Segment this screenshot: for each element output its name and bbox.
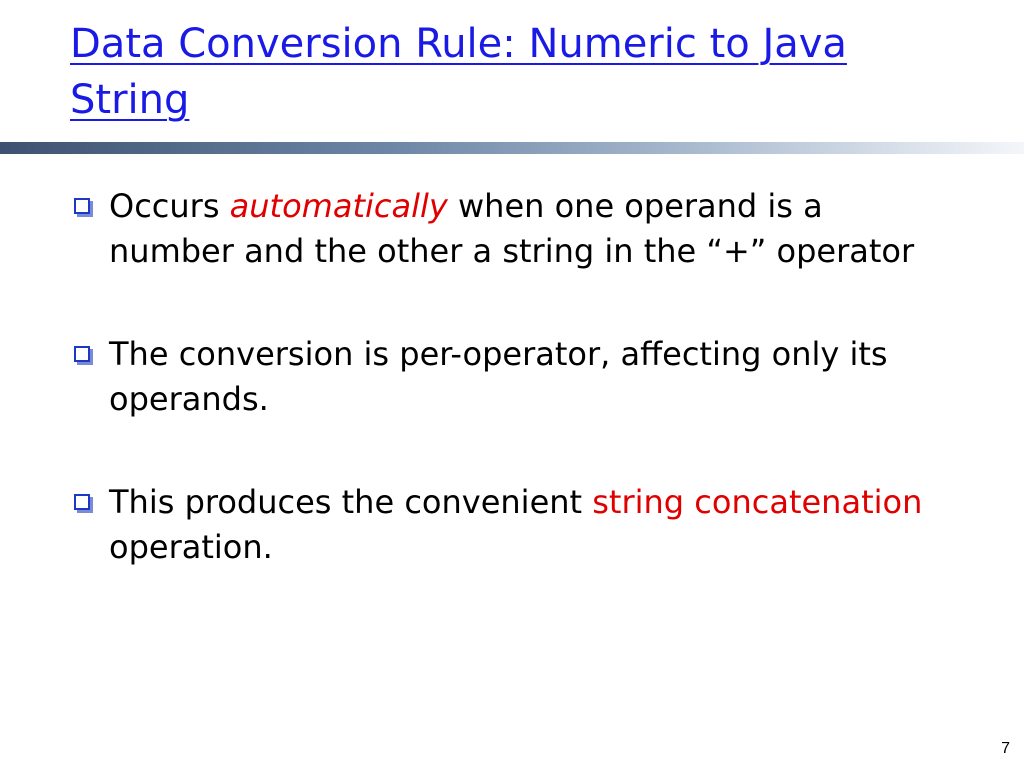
bullet-text: The conversion is per-operator, affecting only its operands.	[109, 335, 888, 418]
page-number: 7	[1001, 740, 1010, 757]
title-divider-bar	[0, 142, 1024, 154]
bullet-item-automatic-conversion	[72, 184, 952, 274]
slide-title: Data Conversion Rule: Numeric to Java String	[70, 21, 847, 123]
hollow-square-bullet-icon	[74, 346, 90, 362]
bullet-item-string-concatenation	[72, 480, 952, 570]
bullet-text: operation.	[109, 528, 273, 566]
highlight-text: string concatenation	[592, 483, 923, 521]
bullet-item-per-operator	[72, 332, 952, 422]
highlight-text: automatically	[229, 187, 448, 225]
bullet-text: when one operand is a number and the other a string in the “+” operator	[109, 187, 915, 270]
hollow-square-bullet-icon	[74, 198, 90, 214]
bullet-text: Occurs	[109, 187, 230, 225]
bullet-list	[72, 184, 952, 628]
bullet-text: This produces the convenient	[109, 483, 593, 521]
hollow-square-bullet-icon	[74, 494, 90, 510]
